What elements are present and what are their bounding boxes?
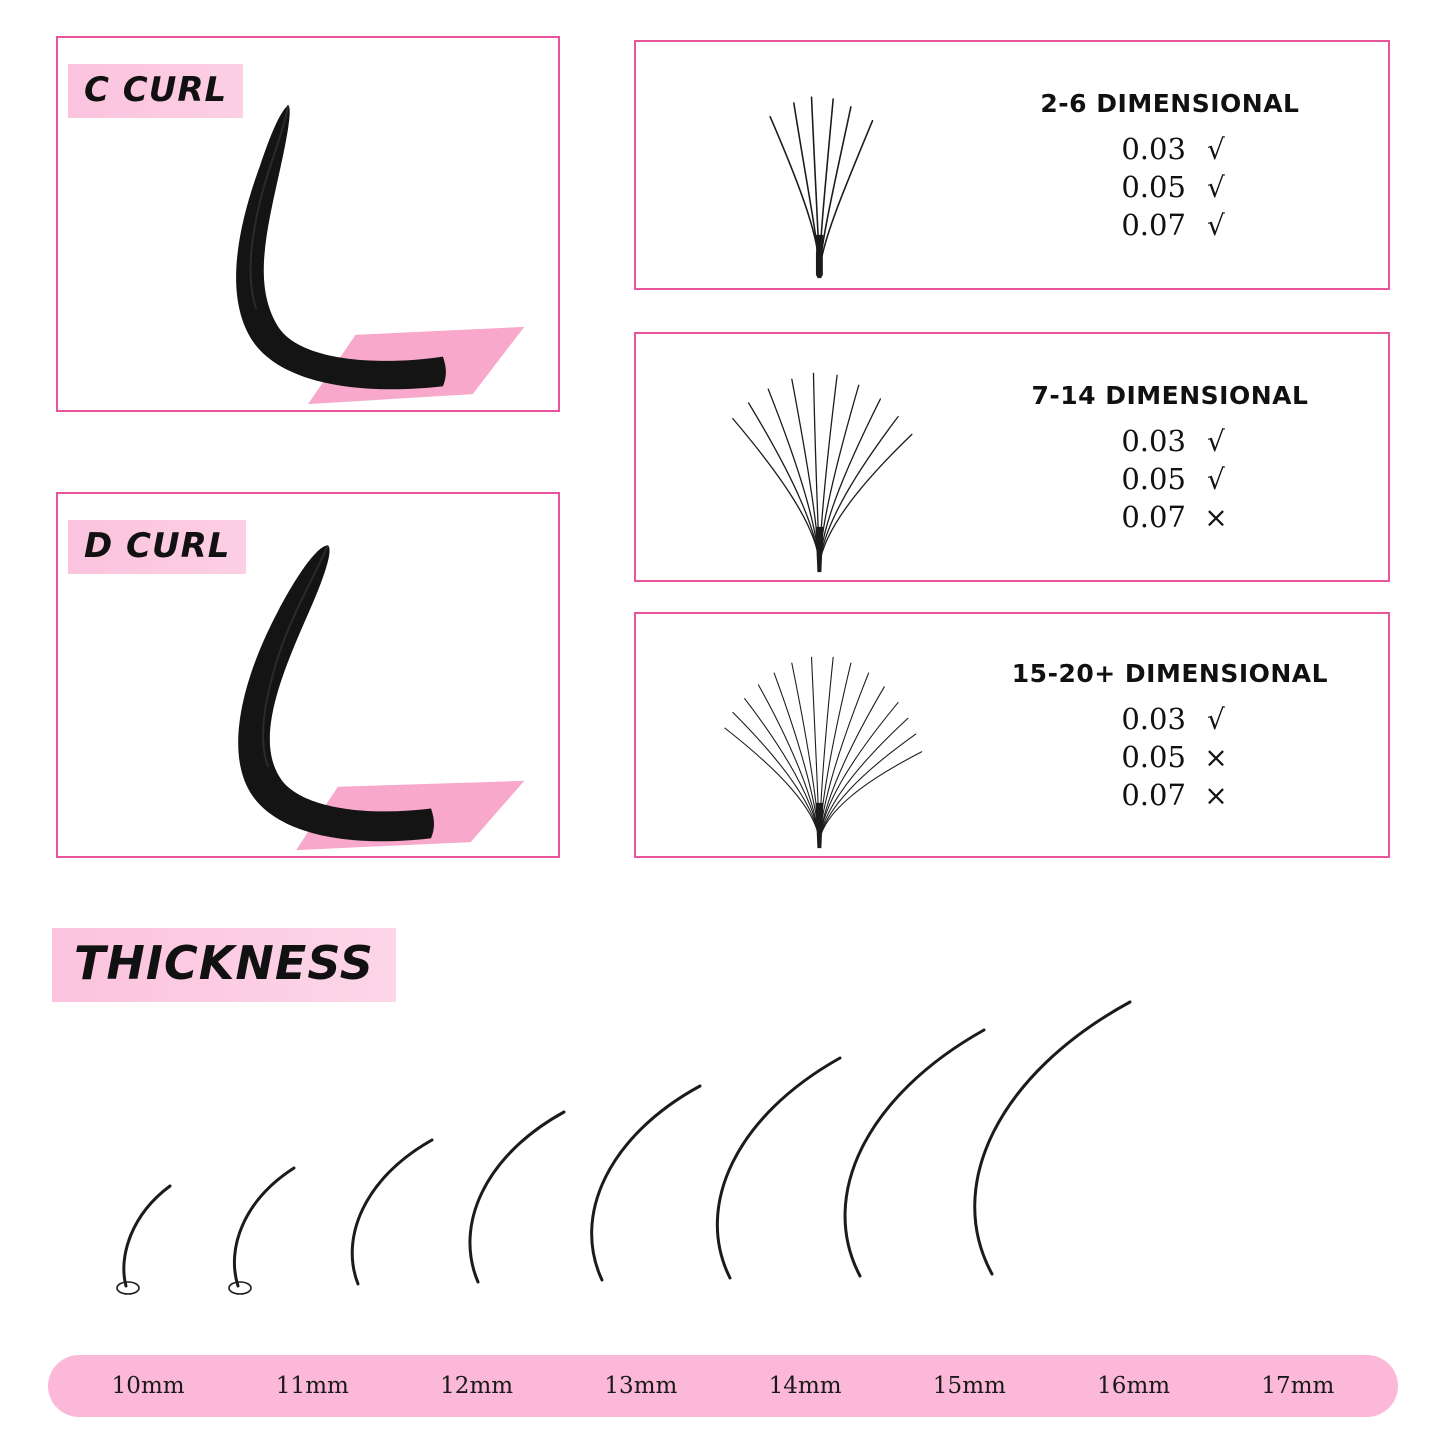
dimensional-panel-2-6	[634, 40, 1390, 290]
spec-value: 0.03	[1121, 701, 1186, 736]
size-label: 10mm	[111, 1373, 185, 1399]
lash-length-illustration	[40, 960, 1410, 1330]
d-curl-panel	[56, 492, 560, 858]
spec-value: 0.07	[1121, 207, 1186, 242]
spec-value: 0.07	[1121, 499, 1186, 534]
size-label: 16mm	[1097, 1373, 1171, 1399]
thickness-heading: THICKNESS	[74, 936, 374, 990]
spec-row	[1094, 170, 1246, 204]
spec-mark: √	[1207, 462, 1225, 496]
thickness-size-scale	[48, 1355, 1398, 1417]
spec-mark: √	[1207, 208, 1225, 242]
spec-row	[1094, 132, 1246, 166]
spec-row	[1094, 740, 1246, 774]
spec-mark: ×	[1204, 500, 1228, 534]
spec-value: 0.03	[1121, 131, 1186, 166]
spec-mark: √	[1207, 424, 1225, 458]
d-curl-label: D CURL	[84, 526, 231, 566]
spec-row	[1094, 702, 1246, 736]
c-curl-panel	[56, 36, 560, 412]
spec-value: 0.03	[1121, 423, 1186, 458]
spec-mark: √	[1207, 170, 1225, 204]
size-label: 12mm	[440, 1373, 514, 1399]
dimensional-15-20-rows	[1094, 702, 1246, 812]
fan-15-20-illustration	[651, 614, 982, 856]
fan-2-6-illustration	[651, 42, 982, 288]
spec-mark: ×	[1204, 778, 1228, 812]
size-label: 11mm	[275, 1373, 349, 1399]
d-curl-label-chip	[68, 520, 246, 574]
spec-row	[1094, 500, 1246, 534]
spec-value: 0.05	[1121, 739, 1186, 774]
dimensional-2-6-text	[974, 42, 1365, 288]
dimensional-7-14-text	[974, 334, 1365, 580]
spec-value: 0.07	[1121, 777, 1186, 812]
size-label: 17mm	[1261, 1373, 1335, 1399]
dimensional-panel-15-20	[634, 612, 1390, 858]
dimensional-2-6-rows	[1094, 132, 1246, 242]
dimensional-15-20-text	[974, 614, 1365, 856]
size-label: 13mm	[604, 1373, 678, 1399]
c-curl-label: C CURL	[84, 70, 228, 110]
dimensional-2-6-title: 2-6 DIMENSIONAL	[1040, 88, 1300, 118]
spec-mark: ×	[1204, 740, 1228, 774]
spec-value: 0.05	[1121, 461, 1186, 496]
spec-row	[1094, 778, 1246, 812]
dimensional-panel-7-14	[634, 332, 1390, 582]
spec-mark: √	[1207, 132, 1225, 166]
spec-value: 0.05	[1121, 169, 1186, 204]
spec-row	[1094, 208, 1246, 242]
dimensional-7-14-rows	[1094, 424, 1246, 534]
dimensional-7-14-title: 7-14 DIMENSIONAL	[1031, 380, 1309, 410]
spec-mark: √	[1207, 702, 1225, 736]
fan-7-14-illustration	[651, 334, 982, 580]
spec-row	[1094, 462, 1246, 496]
spec-row	[1094, 424, 1246, 458]
size-label: 14mm	[768, 1373, 842, 1399]
c-curl-label-chip	[68, 64, 243, 118]
dimensional-15-20-title: 15-20+ DIMENSIONAL	[1011, 658, 1329, 688]
size-label: 15mm	[932, 1373, 1006, 1399]
